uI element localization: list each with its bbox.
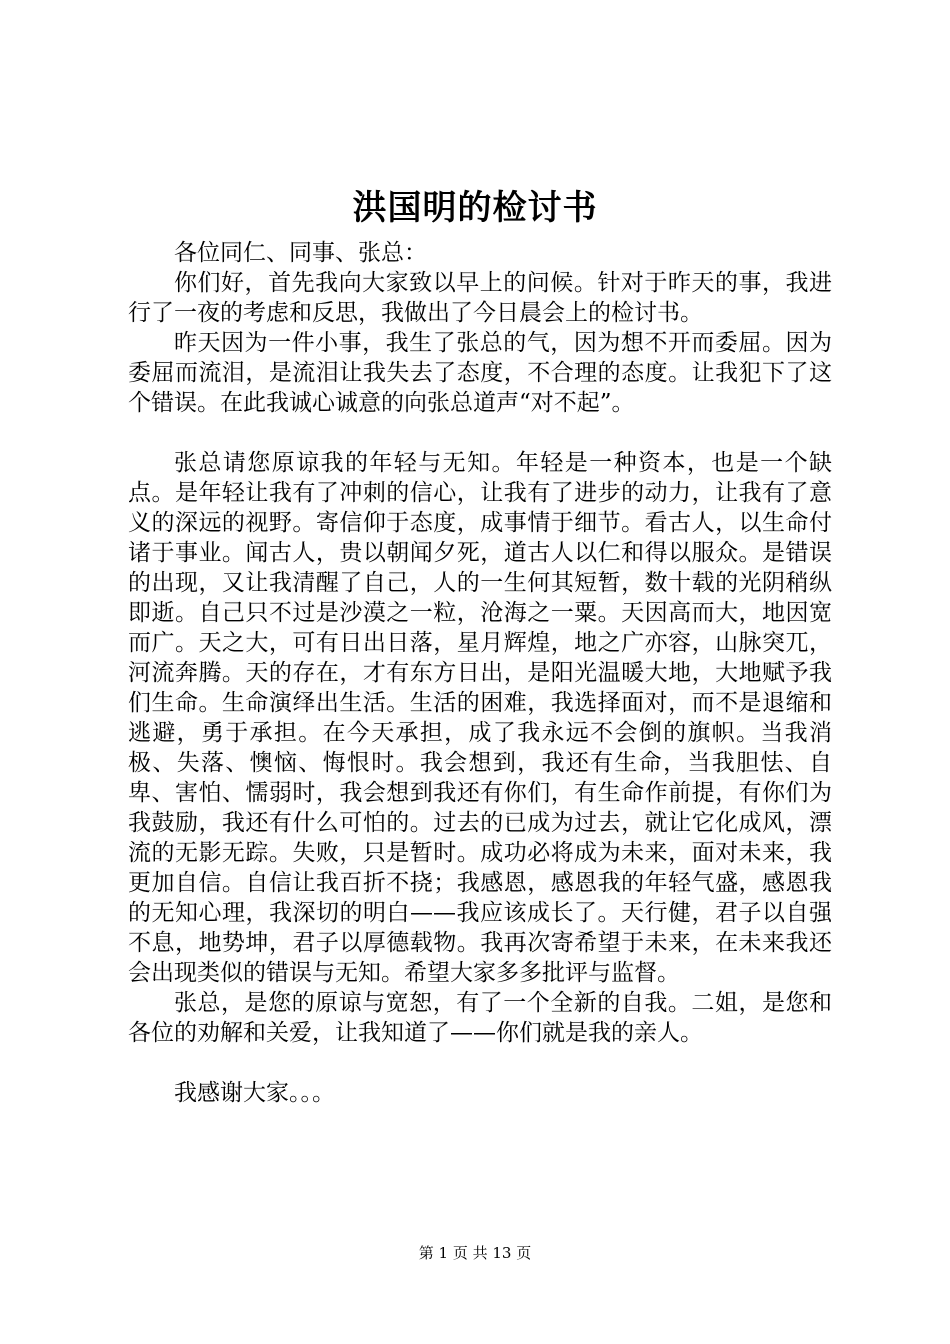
document-title: 洪国明的检讨书 — [352, 188, 598, 228]
paragraph-gratitude: 张总，是您的原谅与宽恕，有了一个全新的自我。二姐，是您和各位的劝解和关爱，让我知道了——你们就是我的亲人。 — [128, 990, 832, 1046]
paragraph-reflection: 张总请您原谅我的年轻与无知。年轻是一种资本，也是一个缺点。是年轻让我有了冲刺的信心，让我有了进步的动力，让我有了意义的深远的视野。寄信仰于态度，成事情于细节。看古人，以生命付诸于事业。闻古人，贵以朝闻夕死，道古人以仁和得以服众。是错误的出现，又让我清醒了自己，人的一生何其短暂，数十载的光阴稍纵即逝。自己只不过是沙漠之一粒，沧海之一粟。天因高而大，地因宽而广。天之大，可有日出日落，星月辉煌，地之广亦容，山脉突兀，河流奔腾。天的存在，才有东方日出，是阳光温暖大地，大地赋予我们生命。生命演绎出生活。生活的困难，我选择面对，而不是退缩和逃避，勇于承担。在今天承担，成了我永远不会倒的旗帜。当我消极、失落、懊恼、悔恨时。我会想到，我还有生命，当我胆怯、自卑、害怕、懦弱时，我会想到我还有你们，有生命作前提，有你们为我鼓励，我还有什么可怕的。过去的已成为过去，就让它化成风，漂流的无影无踪。失败，只是暂时。成功必将成为未来，面对未来，我更加自信。自信让我百折不挠；我感恩，感恩我的年轻气盛，感恩我的无知心理，我深切的明白——我应该成长了。天行健，君子以自强不息，地势坤，君子以厚德载物。我再次寄希望于未来，在未来我还会出现类似的错误与无知。希望大家多多批评与监督。 — [128, 450, 832, 986]
paragraph-incident: 昨天因为一件小事，我生了张总的气，因为想不开而委屈。因为委屈而流泪，是流泪让我失去了态度，不合理的态度。让我犯下了这个错误。在此我诚心诚意的向张总道声“对不起”。 — [128, 330, 832, 416]
document-body — [128, 238, 832, 1108]
page-indicator: 第 1 页 共 13 页 — [418, 1244, 532, 1262]
salutation: 各位同仁、同事、张总： — [174, 240, 427, 266]
closing-line: 我感谢大家。。。 — [174, 1080, 335, 1106]
paragraph-greeting: 你们好，首先我向大家致以早上的问候。针对于昨天的事，我进行了一夜的考虑和反思，我做出了今日晨会上的检讨书。 — [128, 270, 832, 326]
